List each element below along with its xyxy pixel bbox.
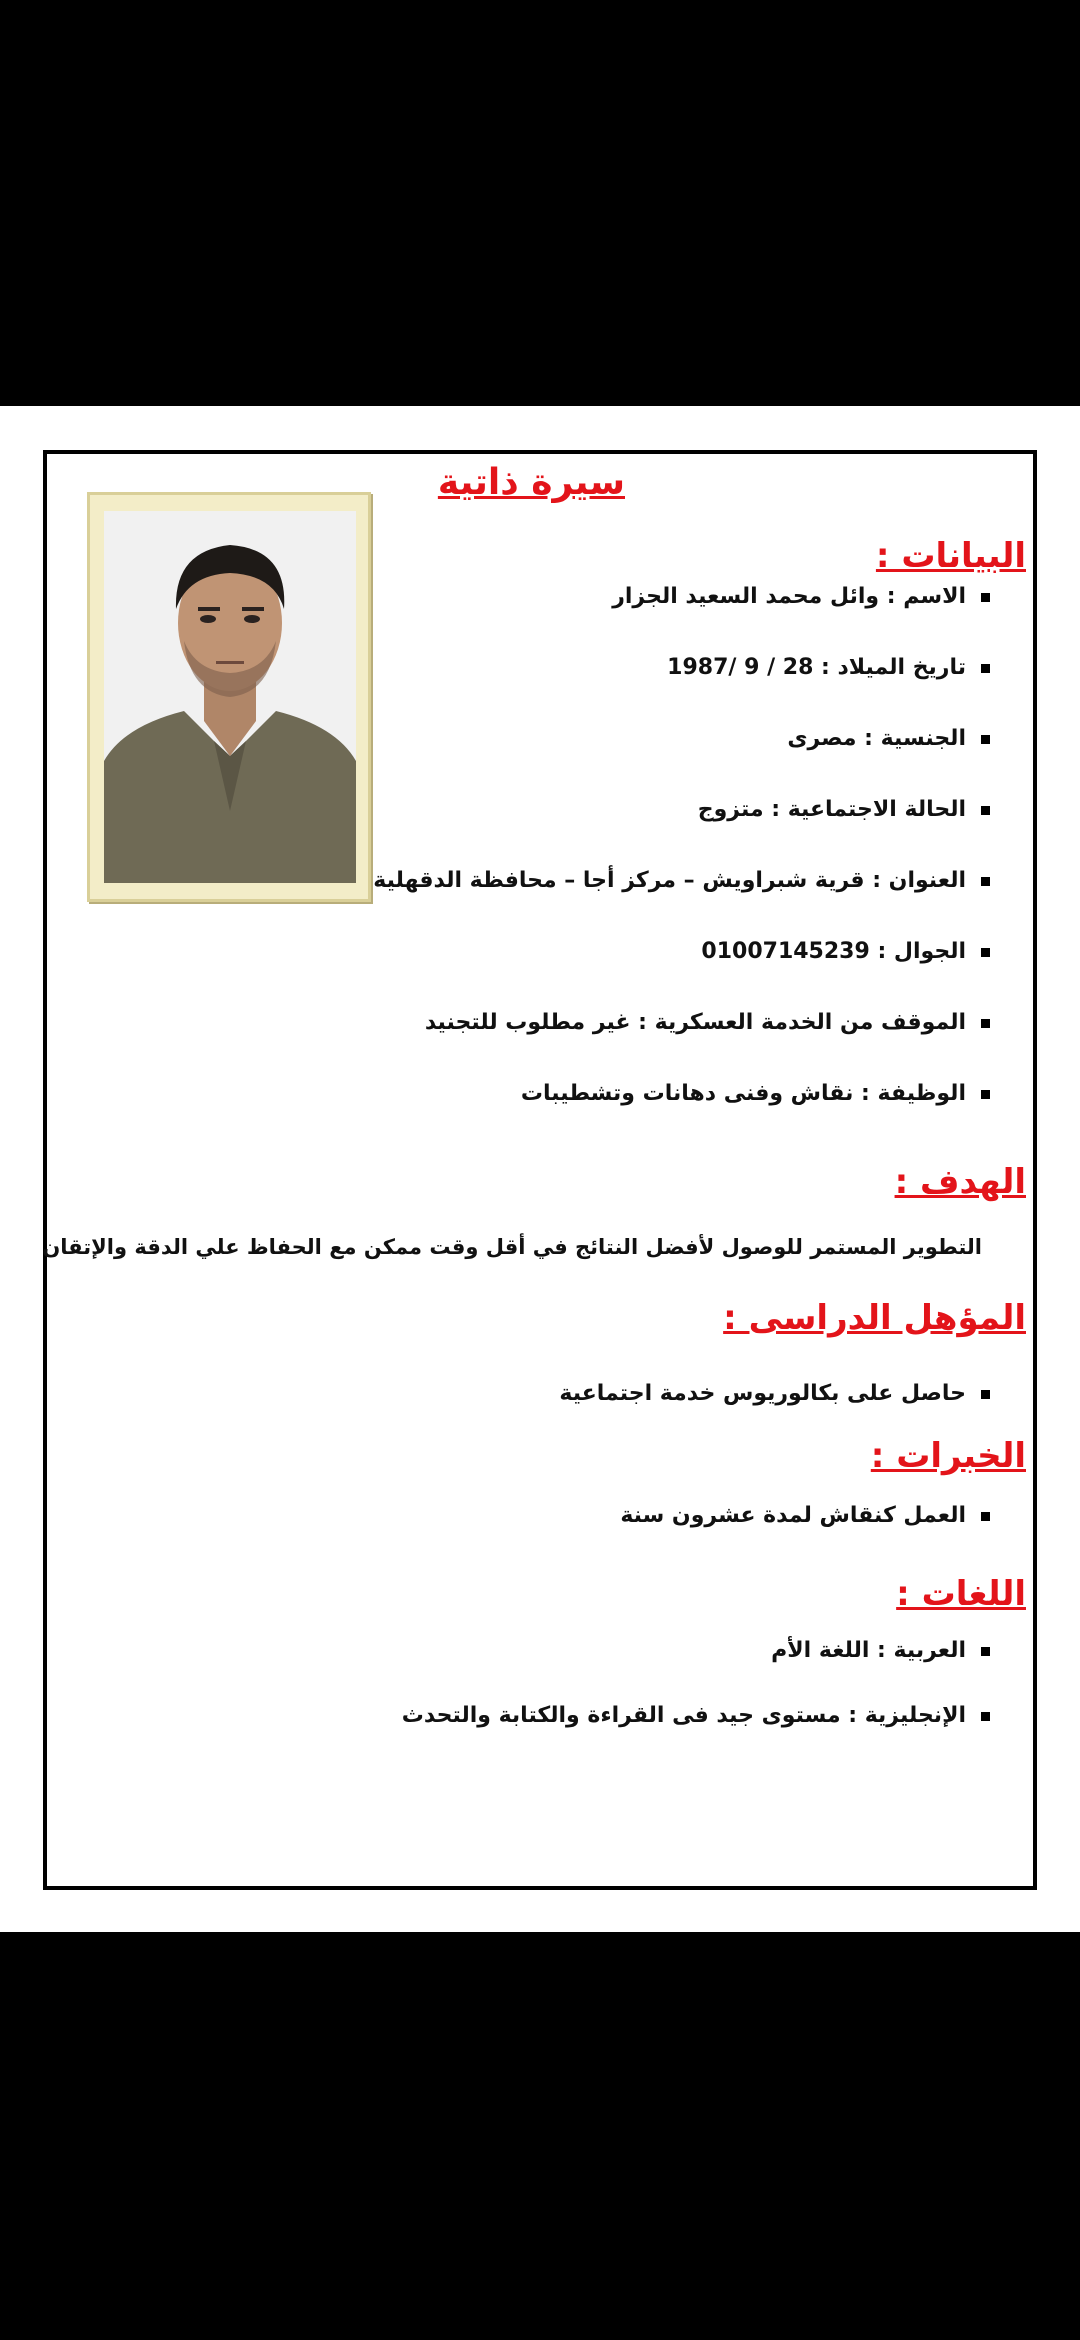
bullet-icon (981, 877, 990, 886)
data-item-address: العنوان : قرية شبراويش – مركز أجا – محافظة الدقهلية (373, 868, 966, 893)
bullet-icon (981, 664, 990, 673)
data-item-mobile: الجوال : 01007145239 (701, 939, 966, 964)
data-item-military-status: الموقف من الخدمة العسكرية : غير مطلوب للتجنيد (424, 1010, 966, 1035)
bullet-icon (981, 1647, 990, 1656)
bullet-icon (981, 1090, 990, 1099)
bullet-icon (981, 1390, 990, 1399)
section-heading-goal: الهدف : (894, 1162, 1026, 1202)
profile-photo (104, 511, 356, 883)
section-heading-languages: اللغات : (896, 1574, 1026, 1614)
bullet-icon (981, 1712, 990, 1721)
bullet-icon (981, 735, 990, 744)
data-item-name: الاسم : وائل محمد السعيد الجزار (612, 584, 966, 609)
document-title: سيرة ذاتية (437, 462, 625, 503)
profile-photo-frame (87, 492, 371, 902)
section-heading-data: البيانات : (875, 536, 1026, 576)
data-item-marital-status: الحالة الاجتماعية : متزوج (697, 797, 966, 822)
person-portrait-icon (104, 511, 356, 883)
language-item-english: الإنجليزية : مستوى جيد فى القراءة والكتابة والتحدث (401, 1703, 966, 1728)
education-item: حاصل على بكالوريوس خدمة اجتماعية (559, 1381, 966, 1406)
section-heading-experience: الخبرات : (870, 1436, 1026, 1476)
document-page (0, 406, 1080, 1932)
language-item-arabic: العربية : اللغة الأم (771, 1638, 966, 1663)
goal-text: التطوير المستمر للوصول لأفضل النتائج في أقل وقت ممكن مع الحفاظ علي الدقة والإتقان (42, 1235, 982, 1259)
bullet-icon (981, 593, 990, 602)
bullet-icon (981, 1512, 990, 1521)
bullet-icon (981, 948, 990, 957)
data-item-job: الوظيفة : نقاش وفنى دهانات وتشطيبات (520, 1081, 966, 1106)
experience-item: العمل كنقاش لمدة عشرون سنة (620, 1503, 966, 1528)
data-item-nationality: الجنسية : مصرى (787, 726, 966, 751)
bullet-icon (981, 806, 990, 815)
bullet-icon (981, 1019, 990, 1028)
section-heading-education: المؤهل الدراسى : (723, 1298, 1026, 1338)
data-item-birthdate: تاريخ الميلاد : 28 / 9 /1987 (667, 655, 966, 680)
